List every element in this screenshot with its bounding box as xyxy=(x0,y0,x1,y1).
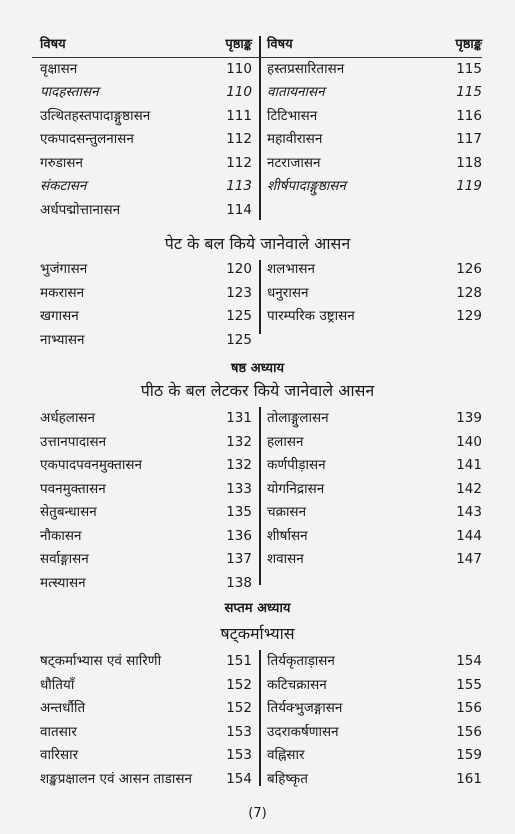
entry-name-left: नाभ्यासन xyxy=(40,331,85,348)
entry-page-left: 112 xyxy=(226,131,252,147)
entry-page-left: 132 xyxy=(226,457,252,473)
table-row xyxy=(32,478,482,502)
table-row xyxy=(32,175,482,199)
entry-page-right: 115 xyxy=(456,84,482,100)
index-table-standing xyxy=(32,34,482,222)
entry-name-right: शीर्षासन xyxy=(267,527,308,544)
entry-page-right: 161 xyxy=(456,770,482,787)
table-row xyxy=(32,58,482,82)
entry-page-left: 153 xyxy=(226,747,252,763)
table-row xyxy=(32,572,482,596)
entry-name-left: एकपादसन्तुलनासन xyxy=(40,131,134,147)
entry-page-right: 119 xyxy=(456,178,482,194)
entry-name-right: धनुरासन xyxy=(267,284,309,301)
entry-name-left: वृक्षासन xyxy=(40,60,78,77)
entry-page-left: 111 xyxy=(226,107,252,124)
entry-name-right: वह्निसार xyxy=(267,747,305,763)
table-row xyxy=(32,105,482,129)
entry-page-left: 133 xyxy=(226,480,252,497)
entry-name-left: एकपादपवनमुक्तासन xyxy=(40,457,142,473)
entry-name-right: तिर्यक्भुजङ्गासन xyxy=(267,700,343,716)
entry-name-left: अन्तर्धौति xyxy=(40,700,86,716)
entry-page-left: 113 xyxy=(226,178,252,194)
table-row xyxy=(32,81,482,105)
table-row xyxy=(32,454,482,478)
entry-name-left: मत्स्यासन xyxy=(40,574,86,591)
entry-page-right: 118 xyxy=(456,154,482,171)
entry-page-left: 152 xyxy=(226,700,252,716)
entry-page-right: 140 xyxy=(456,433,482,450)
table-row xyxy=(32,152,482,176)
entry-name-right: तिर्यकृताड़ासन xyxy=(267,653,335,669)
section-title-supine: पीठ के बल लेटकर किये जानेवाले आसन xyxy=(140,381,375,400)
entry-page-left: 151 xyxy=(226,653,252,669)
entry-page-right: 143 xyxy=(456,504,482,520)
entry-page-right: 126 xyxy=(456,261,482,277)
entry-name-left: मकरासन xyxy=(40,284,85,301)
entry-name-left: वातसार xyxy=(40,723,77,740)
entry-page-right: 129 xyxy=(456,308,482,324)
entry-page-right: 142 xyxy=(456,480,482,497)
entry-page-right: 117 xyxy=(456,131,482,147)
entry-name-left: अर्धपद्मोत्तानासन xyxy=(40,201,121,218)
entry-page-left: 135 xyxy=(226,504,252,520)
entry-page-right: 156 xyxy=(456,700,482,716)
column-divider xyxy=(259,36,261,220)
header-right-name: विषय xyxy=(267,37,293,52)
header-left-name: विषय xyxy=(40,37,66,52)
entry-name-right: शवासन xyxy=(267,551,304,567)
entry-page-left: 110 xyxy=(226,84,252,100)
header-left-page: पृष्ठाङ्क xyxy=(225,37,252,52)
table-row xyxy=(32,721,482,745)
entry-name-left: पवनमुक्तासन xyxy=(40,480,106,497)
header-right-page: पृष्ठाङ्क xyxy=(455,37,482,52)
entry-page-left: 114 xyxy=(226,201,252,218)
entry-name-right: बहिष्कृत xyxy=(267,770,308,787)
table-row xyxy=(32,650,482,674)
entry-page-left: 120 xyxy=(226,261,252,277)
entry-page-right: 155 xyxy=(456,676,482,693)
entry-name-right: पारम्परिक उष्ट्रासन xyxy=(267,308,355,324)
page-number: (7) xyxy=(248,806,267,821)
entry-name-left: शङ्खप्रक्षालन एवं आसन ताडासन xyxy=(40,770,193,787)
section-title-shatkarma: षट्कर्माभ्यास xyxy=(220,624,295,643)
table-row xyxy=(32,548,482,572)
entry-name-right: शीर्षपादाङ्गुष्ठासन xyxy=(267,178,346,194)
entry-name-left: वारिसार xyxy=(40,747,79,763)
column-divider xyxy=(259,407,261,585)
entry-name-left: धौतियाँ xyxy=(40,676,75,693)
index-table-shatkarma xyxy=(32,650,482,791)
table-row xyxy=(32,674,482,698)
entry-name-right: योगनिद्रासन xyxy=(267,480,325,497)
entry-name-right: महावीरासन xyxy=(267,131,323,147)
column-divider xyxy=(259,260,261,334)
entry-page-right: 139 xyxy=(456,410,482,426)
entry-page-right: 159 xyxy=(456,747,482,763)
entry-page-left: 125 xyxy=(226,308,252,324)
entry-page-right: 116 xyxy=(456,107,482,124)
table-row xyxy=(32,431,482,455)
entry-name-right: शलभासन xyxy=(267,261,315,277)
entry-name-right: नटराजासन xyxy=(267,154,321,171)
entry-name-right: उदराकर्षणासन xyxy=(267,723,339,740)
entry-name-right: कटिचक्रासन xyxy=(267,676,327,693)
entry-name-right: वातायनासन xyxy=(267,84,325,100)
entry-name-right: तोलाङ्गुलासन xyxy=(267,410,329,426)
entry-page-left: 131 xyxy=(226,410,252,426)
entry-name-left: पादहस्तासन xyxy=(40,84,99,100)
entry-page-left: 137 xyxy=(226,551,252,567)
entry-page-left: 110 xyxy=(226,60,252,77)
entry-page-left: 123 xyxy=(226,284,252,301)
entry-page-right: 115 xyxy=(456,60,482,77)
chapter-title-7: सप्तम अध्याय xyxy=(224,601,291,616)
index-table-prone xyxy=(32,258,482,352)
entry-name-left: सेतुबन्धासन xyxy=(40,504,97,520)
table-row xyxy=(32,501,482,525)
entry-page-left: 112 xyxy=(226,154,252,171)
entry-page-right: 144 xyxy=(456,527,482,544)
entry-name-right: कर्णपीड़ासन xyxy=(267,457,326,473)
column-divider xyxy=(259,650,261,786)
entry-page-left: 125 xyxy=(226,331,252,348)
table-row xyxy=(32,744,482,768)
entry-name-left: नौकासन xyxy=(40,527,82,544)
entry-name-right: हलासन xyxy=(267,433,304,450)
entry-page-left: 152 xyxy=(226,676,252,693)
table-row xyxy=(32,525,482,549)
entry-page-right: 156 xyxy=(456,723,482,740)
entry-page-left: 154 xyxy=(226,770,252,787)
entry-name-left: गरुडासन xyxy=(40,154,84,171)
table-row xyxy=(32,282,482,306)
entry-name-left: सर्वाङ्गासन xyxy=(40,551,89,567)
entry-name-left: खगासन xyxy=(40,308,79,324)
header-rule xyxy=(32,57,482,58)
entry-page-right: 141 xyxy=(456,457,482,473)
table-header xyxy=(32,34,482,58)
entry-page-right: 147 xyxy=(456,551,482,567)
entry-page-left: 138 xyxy=(226,574,252,591)
entry-name-right: हस्तप्रसारितासन xyxy=(267,60,345,77)
chapter-title-6: षष्ठ अध्याय xyxy=(231,361,284,376)
table-row xyxy=(32,305,482,329)
entry-name-left: उत्थितहस्तपादाङ्गुष्ठासन xyxy=(40,107,151,124)
entry-page-left: 153 xyxy=(226,723,252,740)
entry-name-left: अर्धहलासन xyxy=(40,410,96,426)
table-row xyxy=(32,697,482,721)
table-row xyxy=(32,258,482,282)
entry-page-left: 136 xyxy=(226,527,252,544)
entry-name-left: षट्कर्माभ्यास एवं सारिणी xyxy=(40,653,162,669)
table-row xyxy=(32,199,482,223)
table-row xyxy=(32,768,482,792)
entry-page-right: 154 xyxy=(456,653,482,669)
section-title-prone: पेट के बल किये जानेवाले आसन xyxy=(164,234,351,253)
entry-page-left: 132 xyxy=(226,433,252,450)
index-table-supine xyxy=(32,407,482,595)
table-row xyxy=(32,329,482,353)
entry-name-right: टिटिभासन xyxy=(267,107,318,124)
entry-page-right: 128 xyxy=(456,284,482,301)
table-row xyxy=(32,407,482,431)
table-row xyxy=(32,128,482,152)
entry-name-left: संकटासन xyxy=(40,178,87,194)
entry-name-left: भुजंगासन xyxy=(40,261,88,277)
entry-name-left: उत्तानपादासन xyxy=(40,433,107,450)
entry-name-right: चक्रासन xyxy=(267,504,307,520)
